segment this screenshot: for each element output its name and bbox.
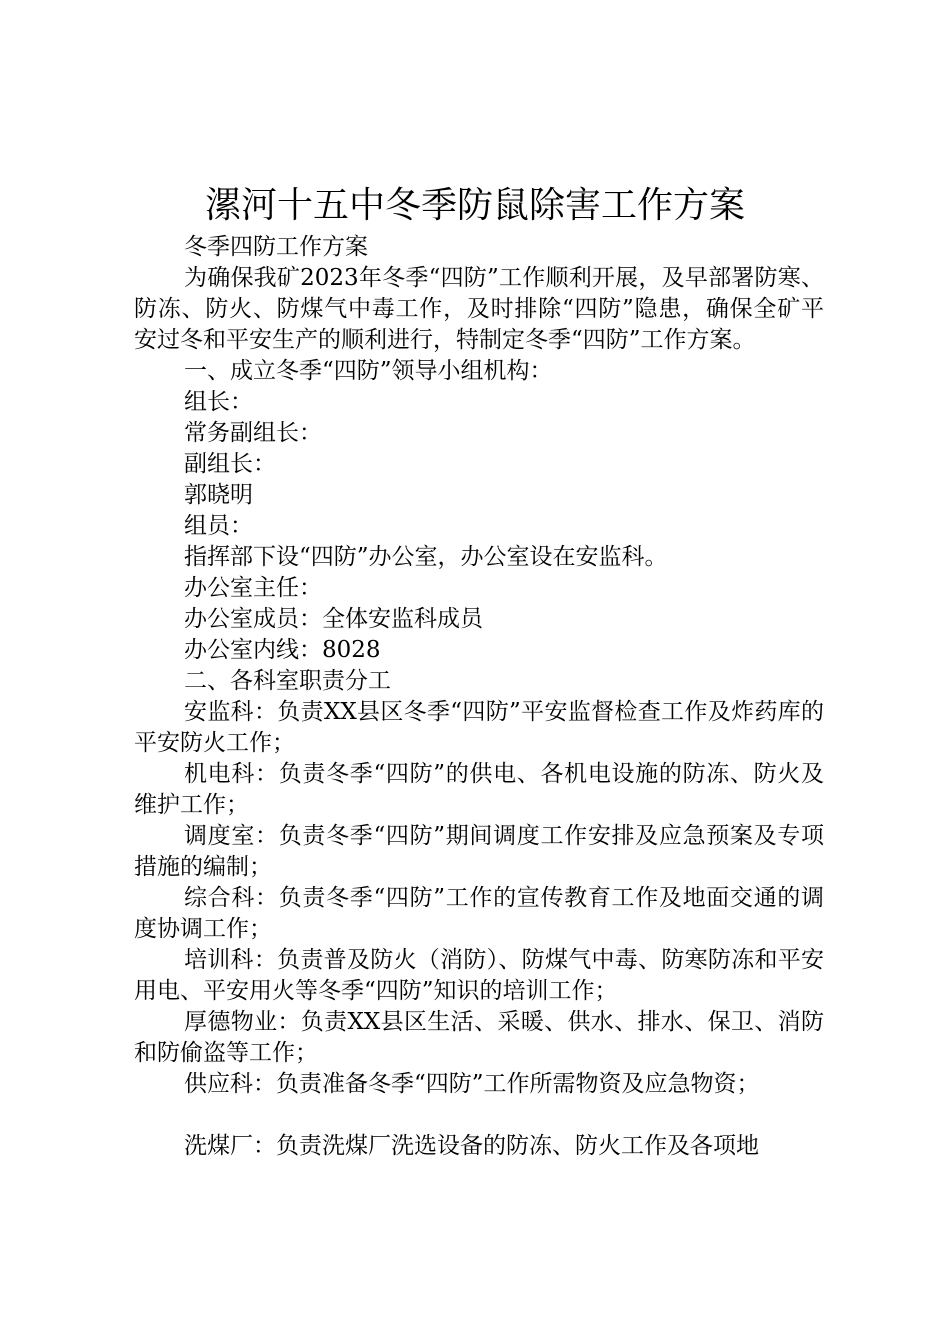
- paragraph-safety-dept: 安监科：负责XX县区冬季“四防”平安监督检查工作及炸药库的平安防火工作；: [134, 699, 824, 756]
- paragraph-leader: 组长：: [184, 389, 253, 415]
- document-body: [134, 232, 824, 1162]
- paragraph-deputy: 副组长：: [184, 451, 276, 477]
- paragraph-general-dept: 综合科：负责冬季“四防”工作的宣传教育工作及地面交通的调度协调工作；: [134, 885, 824, 942]
- document-title: 漯河十五中冬季防鼠除害工作方案: [204, 185, 745, 226]
- section-heading-duties: 二、各科室职责分工: [184, 668, 391, 694]
- paragraph-office-members: 办公室成员：全体安监科成员: [184, 606, 483, 632]
- paragraph-electromechanical-dept: 机电科：负责冬季“四防”的供电、各机电设施的防冻、防火及维护工作；: [134, 761, 824, 818]
- paragraph-name: 郭晓明: [184, 482, 253, 508]
- paragraph-training-dept: 培训科：负责普及防火（消防）、防煤气中毒、防寒防冻和平安用电、平安用火等冬季“四防”知识的培训工作；: [134, 947, 824, 1004]
- paragraph-subtitle: 冬季四防工作方案: [184, 234, 368, 260]
- paragraph-supply-dept: 供应科：负责准备冬季“四防”工作所需物资及应急物资；: [184, 1071, 760, 1097]
- section-heading-leadership: 一、成立冬季“四防”领导小组机构：: [184, 358, 553, 384]
- paragraph-office-phone: 办公室内线：8028: [184, 637, 381, 663]
- paragraph-intro: 为确保我矿2023年冬季“四防”工作顺利开展，及早部署防寒、防冻、防火、防煤气中毒工作，及时排除“四防”隐患，确保全矿平安过冬和平安生产的顺利进行，特制定冬季“四防”工作方案。: [134, 265, 824, 353]
- paragraph-office-director: 办公室主任：: [184, 575, 322, 601]
- paragraph-executive-deputy: 常务副组长：: [184, 420, 322, 446]
- paragraph-coal-washing-plant: 洗煤厂：负责洗煤厂洗选设备的防冻、防火工作及各项地: [184, 1133, 759, 1159]
- paragraph-members: 组员：: [184, 513, 253, 539]
- paragraph-property-mgmt: 厚德物业：负责XX县区生活、采暖、供水、排水、保卫、消防和防偷盗等工作；: [134, 1009, 824, 1066]
- paragraph-dispatch-room: 调度室：负责冬季“四防”期间调度工作安排及应急预案及专项措施的编制；: [134, 823, 824, 880]
- paragraph-office-setup: 指挥部下设“四防”办公室，办公室设在安监科。: [184, 544, 668, 570]
